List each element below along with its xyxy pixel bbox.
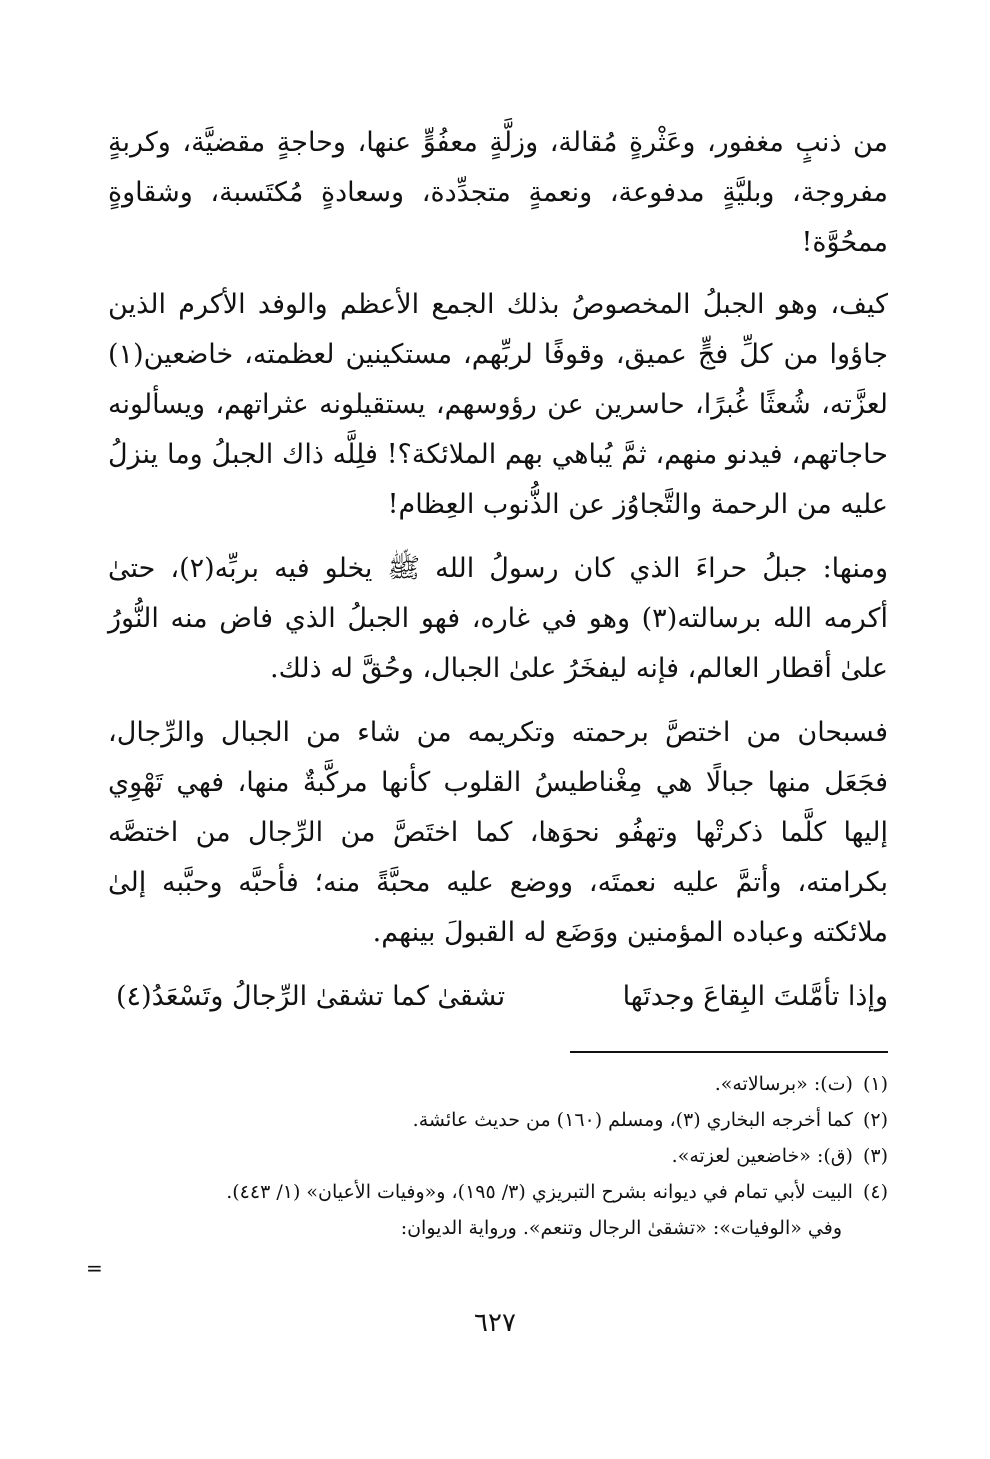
- footnote-text: (ق): «خاضعين لعزته».: [671, 1145, 853, 1167]
- footnote-text: كما أخرجه البخاري (٣)، ومسلم (١٦٠) من حديث عائشة.: [412, 1109, 853, 1131]
- verse-second-hemistich: تشقىٰ كما تشقىٰ الرِّجالُ وتَسْعَدُ(٤): [116, 981, 506, 1012]
- paragraph-4: فسبحان من اختصَّ برحمته وتكريمه من شاء من الجبال والرِّجال، فجَعَل منها جبالًا هي مِغْناطيسُ القلوب كأنها مركَّبةٌ منها، فهي تَهْوِي إليها كلَّما ذكرتْها وتهفُو نحوَها، كما اختَصَّ من الرِّجال من اختصَّه بكرامته، وأتمَّ عليه نعمتَه، ووضع عليه محبَّةً منه؛ فأحبَّه وحبَّبه إلىٰ ملائكته وعباده المؤمنين ووَضَع له القبولَ بينهم.: [108, 717, 888, 948]
- poetry-verse: [108, 972, 888, 1022]
- paragraph-2: كيف، وهو الجبلُ المخصوصُ بذلك الجمع الأعظم والوفد الأكرم الذين جاؤوا من كلِّ فجٍّ عميق، وقوفًا لربِّهم، مستكينين لعظمته، خاضعين(١) لعزَّته، شُعثًا غُبرًا، حاسرين عن رؤوسهم، يستقيلونه عثراتهم، ويسألونه حاجاتهم، فيدنو منهم، ثمَّ يُباهي بهم الملائكة؟! فلِلَّه ذاك الجبلُ وما ينزلُ عليه من الرحمة والتَّجاوُز عن الذُّنوب العِظام!: [108, 289, 888, 520]
- footnote-number: (١): [862, 1073, 888, 1095]
- footnote-2: [96, 1102, 888, 1138]
- page-number: ٦٢٧: [474, 1308, 516, 1338]
- main-text: [108, 118, 888, 1022]
- footnote-number: (٢): [862, 1109, 888, 1131]
- paragraph-3: ومنها: جبلُ حراءَ الذي كان رسولُ الله ﷺ يخلو فيه بربِّه(٢)، حتىٰ أكرمه الله برسالته(٣) وهو في غاره، فهو الجبلُ الذي فاض منه النُّورُ علىٰ أقطار العالم، فإنه ليفخَرُ علىٰ الجبال، وحُقَّ له ذلك.: [108, 553, 888, 684]
- continuation-marker: =: [86, 1256, 103, 1280]
- footnote-1: [96, 1066, 888, 1102]
- footnote-text: (ت): «برسالاته».: [714, 1073, 853, 1095]
- footnote-4: [96, 1174, 888, 1210]
- footnote-4-continuation: وفي «الوفيات»: «تشقىٰ الرجال وتنعم». ورواية الديوان:: [400, 1217, 842, 1239]
- footnotes: [96, 1066, 888, 1246]
- footnote-text: البيت لأبي تمام في ديوانه بشرح التبريزي (٣/ ١٩٥)، و«وفيات الأعيان» (١/ ٤٤٣).: [226, 1181, 853, 1203]
- paragraph-1: من ذنبٍ مغفور، وعَثْرةٍ مُقالة، وزلَّةٍ معفُوٍّ عنها، وحاجةٍ مقضيَّة، وكربةٍ مفروجة، وبليَّةٍ مدفوعة، ونعمةٍ متجدِّدة، وسعادةٍ مُكتَسبة، وشقاوةٍ ممحُوَّة!: [108, 127, 888, 258]
- footnote-3: [96, 1138, 888, 1174]
- verse-first-hemistich: وإذا تأمَّلتَ البِقاعَ وجدتَها: [622, 981, 888, 1012]
- footnote-separator: [570, 1051, 888, 1053]
- footnote-number: (٣): [862, 1145, 888, 1167]
- footnote-number: (٤): [862, 1181, 888, 1203]
